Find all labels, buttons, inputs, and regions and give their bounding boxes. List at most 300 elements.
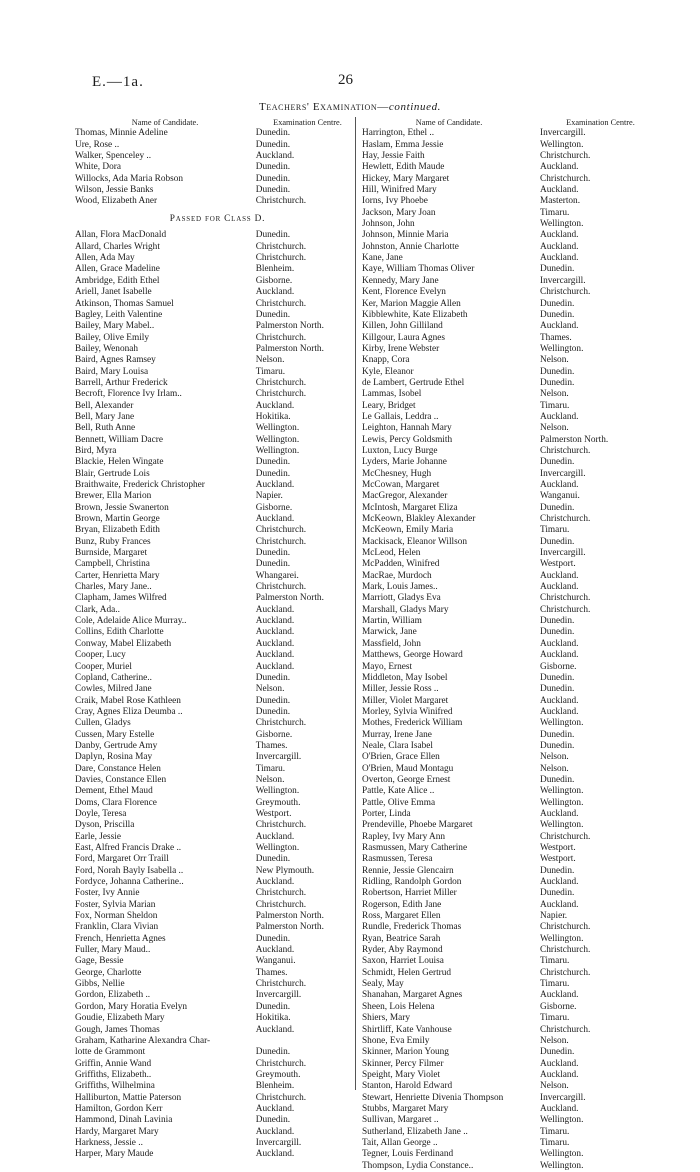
page-number: 26: [338, 72, 353, 88]
candidate-row: [360, 911, 663, 922]
candidate-row: [360, 798, 663, 809]
examination-centre: Christchurch.: [255, 525, 307, 536]
candidate-name: Cussen, Mary Estelle: [75, 729, 155, 740]
candidate-row: [360, 287, 663, 298]
candidate-row: [360, 775, 663, 786]
examination-centre: Dunedin.: [255, 468, 291, 479]
examination-centre: Wellington.: [540, 786, 584, 797]
candidate-name: French, Henrietta Agnes: [75, 933, 166, 944]
candidate-row: [75, 627, 360, 638]
candidate-row: [75, 344, 360, 355]
candidate-row: [75, 321, 360, 332]
candidate-row: [360, 367, 663, 378]
candidate-name: Earle, Jessie: [75, 831, 121, 842]
candidate-name: Kane, Jane: [362, 253, 403, 264]
candidate-row: [360, 843, 663, 854]
examination-centre: Blenheim.: [255, 264, 295, 275]
name-header: Name of Candidate.: [415, 118, 483, 127]
candidate-row: [360, 525, 663, 536]
candidate-name: Haslam, Emma Jessie: [362, 139, 444, 150]
candidate-name: Matthews, George Howard: [362, 650, 463, 661]
candidate-name: Gordon, Mary Horatia Evelyn: [75, 1001, 188, 1012]
examination-centre: Christchurch.: [540, 287, 591, 298]
examination-centre: Auckland.: [540, 253, 579, 264]
examination-centre: Dunedin.: [540, 740, 575, 751]
examination-centre: Christchurch.: [255, 332, 307, 343]
candidate-row: [75, 1002, 360, 1013]
examination-centre: Dunedin.: [540, 1047, 575, 1058]
candidate-row: [360, 718, 663, 729]
candidate-row: [360, 593, 663, 604]
examination-centre: Invercargill.: [255, 752, 302, 763]
candidate-row: [75, 786, 360, 797]
candidate-name: Gordon, Elizabeth ..: [75, 990, 151, 1001]
candidate-row: [360, 605, 663, 616]
candidate-name: Cooper, Muriel: [75, 661, 132, 672]
candidate-name: Thomas, Minnie Adeline: [75, 128, 168, 139]
examination-centre: Timaru.: [540, 525, 570, 536]
candidate-name: Lammas, Isobel: [362, 389, 422, 400]
candidate-name: Kaye, William Thomas Oliver: [362, 264, 475, 275]
candidate-name: Johnston, Annie Charlotte: [362, 241, 459, 252]
candidate-row: [75, 491, 360, 502]
candidate-name: White, Dora: [75, 162, 121, 173]
candidate-name: Neale, Clara Isabel: [362, 740, 433, 751]
examination-centre: Dunedin.: [255, 1115, 291, 1126]
candidate-row: [360, 820, 663, 831]
examination-centre: Auckland.: [255, 1149, 295, 1160]
candidate-name: Allan, Flora MacDonald: [75, 230, 167, 241]
examination-centre: Auckland.: [540, 411, 579, 422]
examination-centre: Nelson.: [540, 763, 569, 774]
examination-centre: Wellington.: [255, 434, 300, 445]
candidate-row: [75, 1070, 360, 1081]
examination-centre: Auckland.: [540, 808, 579, 819]
examination-centre: Christchurch.: [255, 298, 307, 309]
candidate-row: [360, 922, 663, 933]
candidate-row: [360, 1036, 663, 1047]
candidate-name: Carter, Henrietta Mary: [75, 570, 160, 581]
examination-centre: Nelson.: [540, 355, 569, 366]
candidate-row: [360, 174, 663, 185]
examination-centre: Auckland.: [540, 1069, 579, 1080]
candidate-name: Hammond, Dinah Lavinia: [75, 1115, 173, 1126]
candidate-name: Atkinson, Thomas Samuel: [75, 298, 174, 309]
examination-centre: Auckland.: [255, 831, 295, 842]
candidate-row: [75, 140, 360, 151]
examination-centre: Christchurch.: [255, 536, 307, 547]
examination-centre: Dunedin.: [540, 377, 575, 388]
candidate-row: [360, 355, 663, 366]
candidate-row: [75, 888, 360, 899]
examination-centre: Christchurch.: [255, 1092, 307, 1103]
candidate-name: MacGregor, Alexander: [362, 491, 448, 502]
examination-centre: Auckland.: [540, 638, 579, 649]
candidate-row: [75, 1115, 360, 1126]
examination-centre: Westport.: [540, 559, 576, 570]
candidate-name: Dement, Ethel Maud: [75, 786, 153, 797]
candidate-row: [75, 945, 360, 956]
candidate-name: Kennedy, Mary Jane: [362, 275, 439, 286]
candidate-name: Middleton, May Isobel: [362, 672, 448, 683]
examination-centre: Wellington.: [540, 343, 584, 354]
examination-centre: Auckland.: [255, 945, 295, 956]
candidate-row: [360, 832, 663, 843]
candidate-row: [360, 401, 663, 412]
examination-centre: Auckland.: [540, 162, 579, 173]
examination-centre: Dunedin.: [540, 309, 575, 320]
examination-centre: Dunedin.: [540, 366, 575, 377]
candidate-name: Pattle, Olive Emma: [362, 797, 436, 808]
examination-centre: Christchurch.: [540, 445, 591, 456]
candidate-name: Danby, Gertrude Amy: [75, 740, 158, 751]
candidate-name: Baird, Agnes Ramsey: [75, 355, 156, 366]
candidate-row: [75, 151, 360, 162]
candidate-row: [360, 1127, 663, 1138]
examination-centre: Nelson.: [540, 423, 569, 434]
candidate-name: McPadden, Winifred: [362, 559, 440, 570]
candidate-name: Rennie, Jessie Glencairn: [362, 865, 454, 876]
name-header: Name of Candidate.: [131, 118, 199, 127]
candidate-row: [75, 1047, 360, 1058]
candidate-row: [75, 1036, 360, 1047]
candidate-name: Cray, Agnes Eliza Deumba ..: [75, 706, 183, 717]
candidate-name: Brown, Martin George: [75, 514, 160, 525]
centre-header: Examination Centre.: [566, 118, 635, 127]
candidate-row: [75, 979, 360, 990]
candidate-row: [75, 593, 360, 604]
candidate-name: Miller, Jessie Ross ..: [362, 684, 439, 695]
candidate-row: [360, 684, 663, 695]
candidate-name: Murray, Irene Jane: [362, 729, 432, 740]
candidate-row: [75, 1127, 360, 1138]
candidate-row: [75, 480, 360, 491]
candidate-name: Foster, Sylvia Marian: [75, 899, 156, 910]
examination-centre: Thames.: [255, 740, 288, 751]
candidate-row: [360, 854, 663, 865]
candidate-row: [360, 639, 663, 650]
class-d-subheading: Passed for Class D.: [169, 213, 266, 224]
examination-centre: Greymouth.: [255, 797, 301, 808]
candidate-name: Leary, Bridget: [362, 400, 416, 411]
candidate-name: Shone, Eva Emily: [362, 1035, 430, 1046]
candidate-name: Walker, Spenceley ..: [75, 151, 152, 162]
candidate-row: [360, 548, 663, 559]
examination-centre: Westport.: [540, 843, 576, 853]
examination-centre: Dunedin.: [255, 162, 291, 173]
examination-centre: Christchurch.: [540, 604, 591, 615]
candidate-row: [360, 344, 663, 355]
candidate-name: Daplyn, Rosina May: [75, 752, 153, 763]
candidate-name: Skinner, Marion Young: [362, 1047, 449, 1058]
examination-centre: Auckland.: [540, 1103, 579, 1114]
candidate-name: Sealy, May: [362, 979, 404, 990]
candidate-name: East, Alfred Francis Drake ..: [75, 843, 182, 853]
candidate-row: [360, 469, 663, 480]
examination-centre: Auckland.: [255, 514, 295, 525]
candidate-name: Ross, Margaret Ellen: [362, 911, 441, 922]
examination-centre: Christchurch.: [540, 967, 591, 978]
examination-centre: Invercargill.: [255, 1137, 302, 1148]
candidate-name: McCowan, Margaret: [362, 480, 440, 490]
candidate-name: Brewer, Ella Marion: [75, 491, 152, 502]
candidate-name: Porter, Linda: [362, 808, 411, 819]
candidate-name: Fordyce, Johanna Catherine..: [75, 877, 184, 888]
examination-centre: Dunedin.: [540, 729, 575, 740]
examination-centre: Dunedin.: [255, 559, 291, 570]
candidate-name: Barrell, Arthur Frederick: [75, 377, 168, 388]
candidate-row: [75, 333, 360, 344]
examination-centre: Auckland.: [255, 151, 295, 162]
examination-centre: Masterton.: [540, 196, 581, 207]
candidate-row: [360, 627, 663, 638]
examination-centre: Auckland.: [540, 650, 579, 661]
candidate-row: [75, 968, 360, 979]
candidate-row: [360, 764, 663, 775]
candidate-name: Sheen, Lois Helena: [362, 1001, 435, 1012]
examination-centre: Auckland.: [255, 1024, 295, 1035]
candidate-name: Hewlett, Edith Maude: [362, 162, 445, 173]
examination-centre: Gisborne.: [255, 502, 293, 513]
left-column: [75, 117, 360, 1161]
candidate-name: Rogerson, Edith Jane: [362, 899, 442, 910]
examination-centre: Nelson.: [255, 774, 285, 785]
candidate-name: Ridling, Randolph Gordon: [362, 877, 462, 888]
examination-centre: Hokitika.: [255, 1013, 291, 1024]
examination-centre: Auckland.: [255, 877, 295, 888]
candidate-row: [360, 752, 663, 763]
title-continued: continued.: [388, 101, 442, 113]
candidate-name: McLeod, Helen: [362, 548, 421, 559]
candidate-row: [360, 333, 663, 344]
candidate-row: [75, 253, 360, 264]
examination-centre: Nelson.: [255, 684, 285, 695]
examination-centre: Dunedin.: [540, 627, 575, 638]
candidate-row: [75, 230, 360, 241]
examination-centre: Auckland.: [540, 570, 579, 581]
examination-centre: Timaru.: [540, 1013, 570, 1024]
candidate-row: [75, 1013, 360, 1024]
candidate-name: Griffiths, Wilhelmina: [75, 1081, 155, 1092]
examination-centre: Nelson.: [540, 389, 569, 400]
candidate-name: Hamilton, Gordon Kerr: [75, 1103, 163, 1114]
candidate-name: Lewis, Percy Goldsmith: [362, 434, 453, 445]
candidate-name: Lyders, Marie Johanne: [362, 457, 447, 468]
candidate-name: Shirtliff, Kate Vanhouse: [362, 1024, 452, 1035]
examination-centre: Christchurch.: [540, 151, 591, 162]
examination-centre: Auckland.: [255, 287, 295, 298]
examination-centre: Wellington.: [255, 445, 300, 456]
examination-centre: Christchurch.: [255, 241, 307, 252]
examination-centre: Palmerston North.: [255, 922, 324, 933]
candidate-name: Wood, Elizabeth Aner: [75, 196, 158, 207]
candidate-row: [360, 968, 663, 979]
examination-centre: Westport.: [540, 854, 576, 865]
candidate-row: [75, 571, 360, 582]
candidate-row: [75, 900, 360, 911]
examination-centre: Christchurch.: [255, 1058, 307, 1069]
candidate-name: Davies, Constance Ellen: [75, 774, 167, 785]
candidate-row: [75, 1149, 360, 1160]
examination-centre: Dunedin.: [255, 173, 291, 184]
candidate-name: Marriott, Gladys Eva: [362, 593, 441, 604]
candidate-row: [75, 378, 360, 389]
examination-centre: Auckland.: [540, 230, 579, 241]
examination-centre: Auckland.: [255, 604, 295, 615]
examination-centre: Invercargill.: [540, 548, 586, 559]
candidate-name: Ariell, Janet Isabelle: [75, 287, 152, 298]
candidate-row: [360, 786, 663, 797]
examination-centre: Christchurch.: [255, 979, 307, 990]
candidate-name: Pattle, Kate Alice ..: [362, 786, 435, 797]
candidate-row: [75, 446, 360, 457]
candidate-name: Hardy, Margaret Mary: [75, 1126, 159, 1137]
candidate-name: Thompson, Lydia Constance..: [362, 1160, 474, 1171]
examination-centre: Wanganui.: [255, 956, 296, 967]
examination-centre: Dunedin.: [255, 1047, 291, 1058]
candidate-name: Sullivan, Margaret ..: [362, 1115, 439, 1126]
candidate-name: Rasmussen, Teresa: [362, 854, 433, 865]
examination-centre: Dunedin.: [540, 774, 575, 785]
left-bottom-list: [75, 230, 360, 1160]
candidate-row: [360, 389, 663, 400]
candidate-name: de Lambert, Gertrude Ethel: [362, 377, 465, 388]
candidate-row: [75, 934, 360, 945]
examination-centre: Dunedin.: [540, 502, 575, 513]
candidate-name: Becroft, Florence Ivy Irlam..: [75, 389, 182, 400]
examination-centre: Auckland.: [255, 661, 295, 672]
examination-centre: Invercargill.: [540, 468, 586, 479]
candidate-name: Burnside, Margaret: [75, 548, 148, 559]
candidate-name: Franklin, Clara Vivian: [75, 922, 159, 933]
candidate-name: Mackisack, Eleanor Willson: [362, 536, 468, 547]
examination-centre: Christchurch.: [255, 377, 307, 388]
examination-centre: Dunedin.: [540, 865, 575, 876]
candidate-name: Mayo, Ernest: [362, 661, 413, 672]
candidate-name: Tait, Allan George ..: [362, 1137, 438, 1148]
candidate-name: Rundle, Frederick Thomas: [362, 922, 462, 933]
candidate-name: Bunz, Ruby Frances: [75, 536, 151, 547]
examination-centre: Napier.: [540, 911, 568, 922]
candidate-name: lotte de Grammont: [75, 1047, 146, 1058]
examination-centre: Dunedin.: [255, 230, 291, 241]
candidate-row: [360, 809, 663, 820]
examination-centre: Wellington.: [540, 139, 584, 150]
candidate-row: [360, 650, 663, 661]
examination-centre: Hokitika.: [255, 411, 291, 422]
examination-centre: Auckland.: [255, 400, 295, 411]
candidate-row: [75, 775, 360, 786]
examination-centre: Dunedin.: [255, 706, 291, 717]
candidate-name: Rapley, Ivy Mary Ann: [362, 831, 446, 842]
examination-centre: Wellington.: [540, 1149, 584, 1160]
candidate-name: Le Gallais, Leddra ..: [362, 411, 439, 422]
candidate-row: [75, 707, 360, 718]
candidate-row: [360, 1093, 663, 1104]
candidate-name: McKeown, Emily Maria: [362, 525, 454, 536]
candidate-row: [360, 707, 663, 718]
examination-centre: Auckland.: [255, 1103, 295, 1114]
candidate-row: [75, 1059, 360, 1070]
candidate-row: [360, 877, 663, 888]
candidate-row: [75, 990, 360, 1001]
examination-centre: Dunedin.: [540, 616, 575, 627]
candidate-name: Bailey, Wenonah: [75, 343, 139, 354]
candidate-row: [360, 457, 663, 468]
candidate-row: [75, 287, 360, 298]
candidate-row: [360, 230, 663, 241]
candidate-row: [360, 162, 663, 173]
candidate-row: [75, 616, 360, 627]
candidate-name: Bennett, William Dacre: [75, 434, 164, 445]
candidate-row: [360, 503, 663, 514]
candidate-name: Ambridge, Edith Ethel: [75, 275, 160, 286]
candidate-name: Conway, Mabel Elizabeth: [75, 638, 172, 649]
examination-centre: Wellington.: [540, 797, 584, 808]
candidate-name: Bailey, Olive Emily: [75, 332, 150, 343]
candidate-name: Bird, Myra: [75, 445, 117, 456]
candidate-row: [75, 128, 360, 139]
candidate-name: Harper, Mary Maude: [75, 1149, 154, 1160]
candidate-row: [75, 196, 360, 207]
examination-centre: Timaru.: [255, 366, 286, 377]
candidate-row: [75, 457, 360, 468]
candidate-row: [75, 798, 360, 809]
candidate-row: [75, 1138, 360, 1149]
candidate-name: Campbell, Christina: [75, 559, 150, 570]
candidate-row: [75, 185, 360, 196]
examination-centre: Thames.: [255, 967, 288, 978]
candidate-row: [360, 491, 663, 502]
candidate-name: Halliburton, Mattie Paterson: [75, 1092, 182, 1103]
page-title: [0, 101, 700, 113]
candidate-row: [75, 741, 360, 752]
examination-centre: Auckland.: [255, 627, 295, 638]
candidate-row: [360, 1104, 663, 1115]
candidate-name: Marshall, Gladys Mary: [362, 604, 449, 615]
candidate-row: [360, 299, 663, 310]
candidate-row: [75, 401, 360, 412]
candidate-row: [360, 559, 663, 570]
examination-centre: Whangarei.: [255, 570, 299, 581]
examination-centre: Invercargill.: [255, 990, 302, 1001]
examination-centre: Dunedin.: [540, 457, 575, 468]
candidate-row: [75, 537, 360, 548]
candidate-row: [360, 945, 663, 956]
candidate-row: [360, 514, 663, 525]
examination-centre: Christchurch.: [255, 820, 307, 831]
examination-centre: Christchurch.: [255, 196, 307, 207]
candidate-name: Saxon, Harriet Louisa: [362, 956, 444, 967]
examination-centre: Wellington.: [540, 820, 584, 831]
candidate-name: Kirby, Irene Webster: [362, 343, 440, 354]
examination-centre: Auckland.: [255, 616, 295, 627]
examination-centre: Christchurch.: [255, 888, 307, 899]
candidate-name: McKeown, Blakley Alexander: [362, 514, 476, 525]
candidate-name: Blair, Gertrude Lois: [75, 468, 150, 479]
candidate-name: Sutherland, Elizabeth Jane ..: [362, 1126, 468, 1137]
candidate-name: Mark, Louis James..: [362, 582, 438, 593]
examination-centre: Dunedin.: [255, 854, 291, 865]
candidate-name: Gage, Bessie: [75, 956, 124, 967]
candidate-row: [360, 866, 663, 877]
examination-centre: Christchurch.: [540, 945, 591, 956]
candidate-name: Foster, Ivy Annie: [75, 888, 140, 899]
examination-centre: Auckland.: [540, 990, 579, 1001]
left-top-list: [75, 128, 360, 207]
candidate-name: Bryan, Elizabeth Edith: [75, 525, 160, 536]
candidate-name: Allen, Grace Madeline: [75, 264, 160, 275]
